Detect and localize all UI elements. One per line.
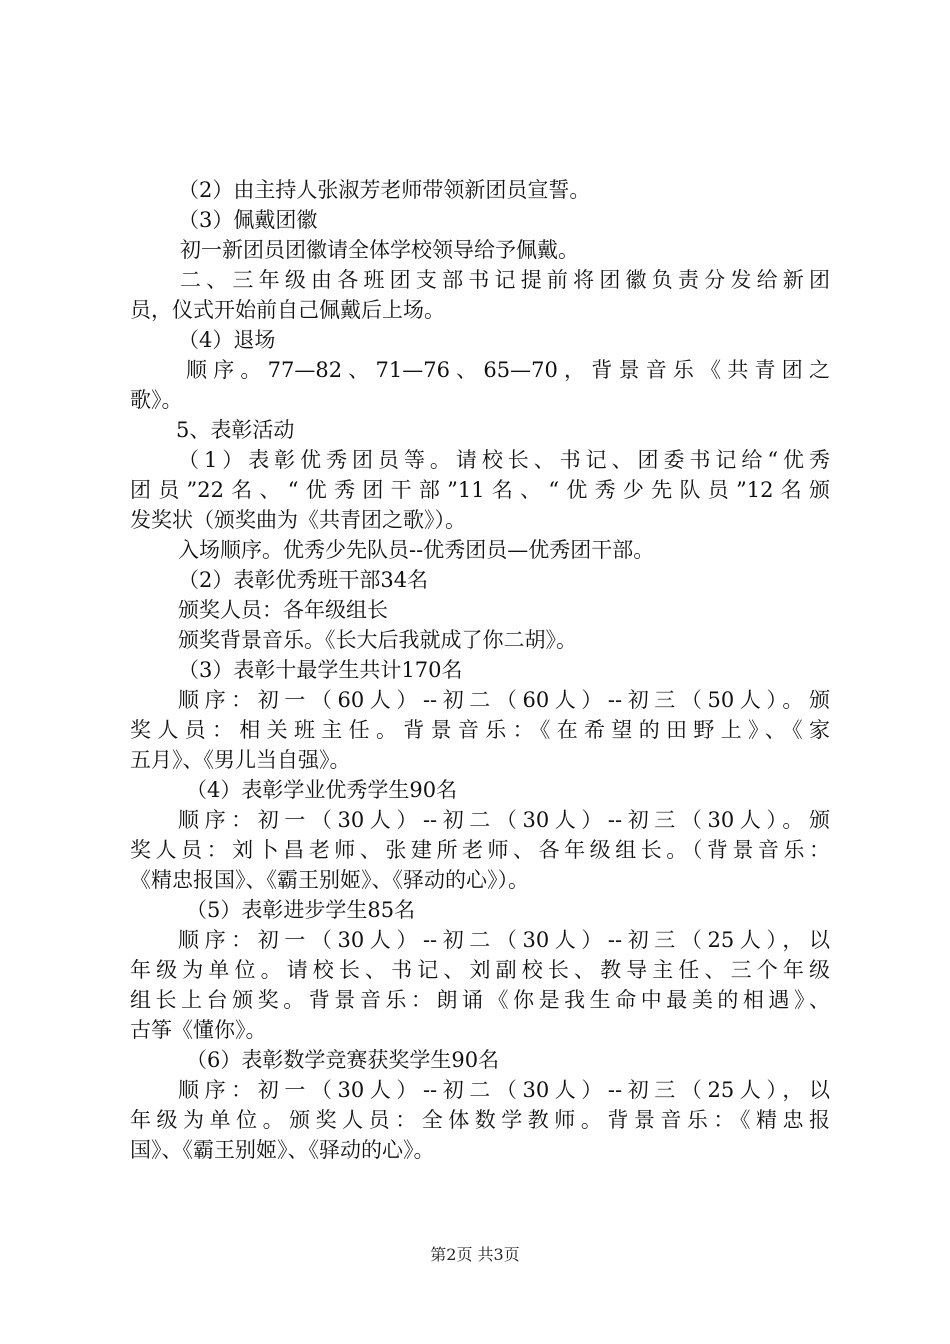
text-line: 五月》、《男儿当自强》。	[130, 748, 351, 772]
text-line: （3）佩戴团徽	[178, 208, 318, 232]
text-line: （5）表彰进步学生85名	[186, 898, 416, 922]
text-line: 《精忠报国》、《霸王别姬》、《驿动的心》）。	[130, 868, 529, 892]
text-line: 顺序：初一（30人）--初二（30人）--初三（25人），以	[178, 928, 830, 952]
text-line: 入场顺序。优秀少先队员--优秀团员—优秀团干部。	[178, 538, 655, 562]
text-line: 奖人员：刘卜昌老师、张建所老师、各年级组长。（背景音乐：	[130, 838, 830, 862]
text-line: 年级为单位。颁奖人员：全体数学教师。背景音乐：《精忠报	[130, 1108, 830, 1132]
text-line: （4）表彰学业优秀学生90名	[186, 778, 458, 802]
text-line: 顺序：初一（60人）--初二（60人）--初三（50人）。颁	[178, 688, 830, 712]
text-line: 顺序：初一（30人）--初二（30人）--初三（25人），以	[178, 1078, 830, 1102]
text-line: （2）由主持人张淑芳老师带领新团员宣誓。	[178, 178, 591, 202]
text-line: （4）退场	[178, 328, 276, 352]
document-body	[130, 175, 830, 1165]
text-line: 发奖状（颁奖曲为《共青团之歌》）。	[130, 508, 466, 532]
text-line: 团员”22名、“优秀团干部”11名、“优秀少先队员”12名颁	[130, 478, 830, 502]
text-line: 年级为单位。请校长、书记、刘副校长、教导主任、三个年级	[130, 958, 830, 982]
text-line: 初一新团员团徽请全体学校领导给予佩戴。	[180, 238, 579, 262]
text-line: 颁奖人员：各年级组长	[178, 598, 388, 622]
text-line: 国》、《霸王别姬》、《驿动的心》。	[130, 1138, 435, 1162]
text-line: 顺序。77—82、71—76、65—70，背景音乐《共青团之	[186, 358, 830, 382]
text-line: 奖人员：相关班主任。背景音乐：《在希望的田野上》、《家	[130, 718, 830, 742]
text-line: （6）表彰数学竞赛获奖学生90名	[186, 1048, 500, 1072]
page-footer: 第2页 共3页	[430, 1245, 520, 1264]
text-line: （3）表彰十最学生共计170名	[178, 658, 463, 682]
text-line: 歌》。	[130, 388, 183, 412]
text-line: 5、表彰活动	[176, 418, 295, 442]
text-line: 二、三年级由各班团支部书记提前将团徽负责分发给新团	[180, 268, 830, 292]
text-line: 组长上台颁奖。背景音乐：朗诵《你是我生命中最美的相遇》、	[130, 988, 830, 1012]
text-line: 古筝《懂你》。	[130, 1018, 267, 1042]
text-line: （2）表彰优秀班干部34名	[178, 568, 429, 592]
text-line: 顺序：初一（30人）--初二（30人）--初三（30人）。颁	[178, 808, 830, 832]
text-line: 颁奖背景音乐。《长大后我就成了你二胡》。	[178, 628, 577, 652]
text-line: （1）表彰优秀团员等。请校长、书记、团委书记给“优秀	[178, 448, 830, 472]
text-line: 员，仪式开始前自己佩戴后上场。	[130, 298, 445, 322]
